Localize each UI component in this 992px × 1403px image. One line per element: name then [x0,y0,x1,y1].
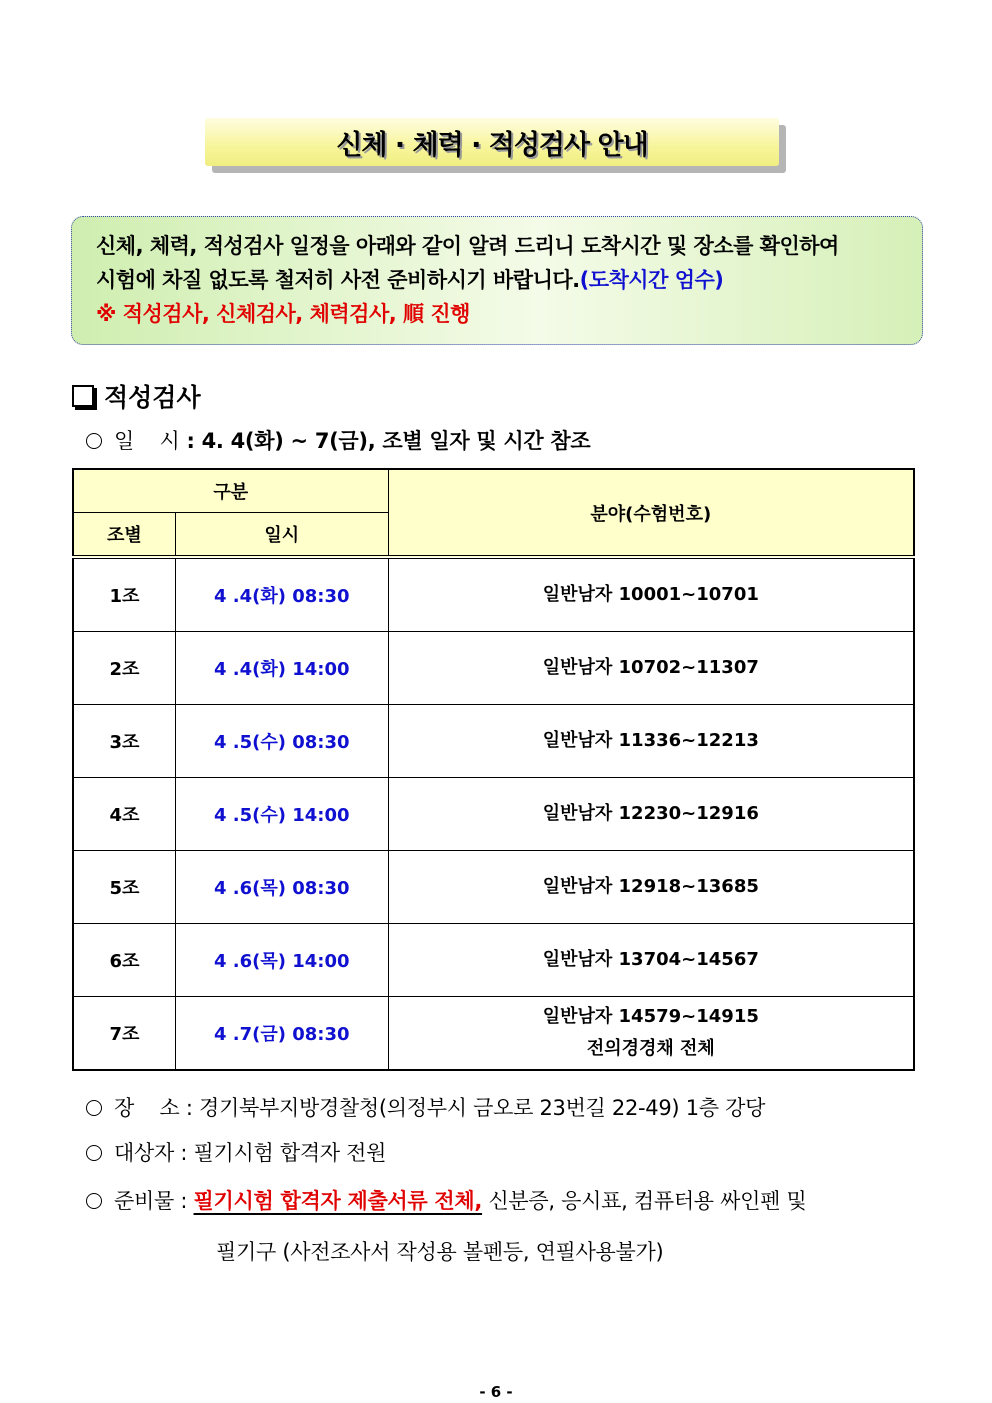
notice-line-1: 신체, 체력, 적성검사 일정을 아래와 같이 알려 드리니 도착시간 및 장소를 확인하여 [96,234,839,258]
group-cell: 1조 [73,557,175,632]
date-cell: 4 .6(목) 14:00 [175,924,388,997]
schedule-value: : 4. 4(화) ~ 7(금), 조별 일자 및 시간 참조 [186,429,591,453]
schedule-line [86,425,590,455]
page-title: 신체 · 체력 · 적성검사 안내 [336,129,648,161]
notice-text: 시험에 차질 없도록 철저히 사전 준비하시기 바랍니다. [96,268,580,292]
field-cell [388,778,914,851]
target-line [86,1137,386,1167]
prep-emphasis: 필기시험 합격자 제출서류 전체, [193,1189,483,1213]
table-row [73,924,914,997]
field-cell [388,557,914,632]
field-cell [388,632,914,705]
header-group-col: 조별 [73,513,175,558]
section-heading [72,378,201,414]
date-cell: 4 .5(수) 08:30 [175,705,388,778]
notice-emphasis: (도착시간 엄수) [579,268,724,292]
group-cell: 3조 [73,705,175,778]
date-cell: 4 .4(화) 08:30 [175,557,388,632]
field-text: 일반남자 12230~12916 [542,803,759,824]
field-text-2: 전의경경채 전체 [586,1038,715,1059]
group-cell: 7조 [73,997,175,1071]
field-cell [388,705,914,778]
field-cell [388,924,914,997]
field-text: 일반남자 14579~14915 [542,1006,759,1027]
group-cell: 4조 [73,778,175,851]
page-number: - 6 - [479,1383,513,1401]
table-row [73,997,914,1071]
prep-colon: : [180,1189,188,1213]
header-group: 구분 [73,469,388,513]
schedule-label: 일 시 [114,429,180,453]
checkbox-square-icon [72,385,94,407]
prep-line [86,1185,807,1215]
place-label: 장 소 [114,1096,180,1120]
section-title: 적성검사 [104,383,201,412]
field-text: 일반남자 10001~10701 [542,584,759,605]
target-label: 대상자 [114,1141,174,1165]
field-text: 일반남자 12918~13685 [542,876,759,897]
field-text: 일반남자 13704~14567 [542,949,759,970]
group-cell: 2조 [73,632,175,705]
field-cell [388,851,914,924]
circle-bullet-icon [86,1145,102,1161]
schedule-table [72,468,915,1071]
field-text: 일반남자 10702~11307 [542,657,759,678]
table-row [73,632,914,705]
date-cell: 4 .6(목) 08:30 [175,851,388,924]
notice-line-2 [96,263,922,297]
date-cell: 4 .4(화) 14:00 [175,632,388,705]
place-value: : 경기북부지방경찰청(의정부시 금오로 23번길 22-49) 1층 강당 [185,1096,766,1120]
prep-rest: 신분증, 응시표, 컴퓨터용 싸인펜 및 [482,1189,807,1213]
table-row [73,705,914,778]
notice-line-3: ※ 적성검사, 신체검사, 체력검사, 順 진행 [96,302,470,326]
table-row [73,557,914,632]
date-cell: 4 .7(금) 08:30 [175,997,388,1071]
group-cell: 5조 [73,851,175,924]
field-cell [388,997,914,1071]
field-text: 일반남자 11336~12213 [542,730,759,751]
table-row [73,851,914,924]
date-cell: 4 .5(수) 14:00 [175,778,388,851]
prep-line-2: 필기구 (사전조사서 작성용 볼펜등, 연필사용불가) [216,1240,664,1264]
prep-label: 준비물 [114,1189,174,1213]
circle-bullet-icon [86,1100,102,1116]
notice-box [71,216,923,345]
group-cell: 6조 [73,924,175,997]
circle-bullet-icon [86,1193,102,1209]
place-line [86,1092,765,1122]
header-field: 분야(수험번호) [388,469,914,557]
target-value: : 필기시험 합격자 전원 [180,1141,387,1165]
table-row [73,778,914,851]
title-banner [205,118,779,166]
header-date: 일시 [175,513,388,558]
circle-bullet-icon [86,433,102,449]
